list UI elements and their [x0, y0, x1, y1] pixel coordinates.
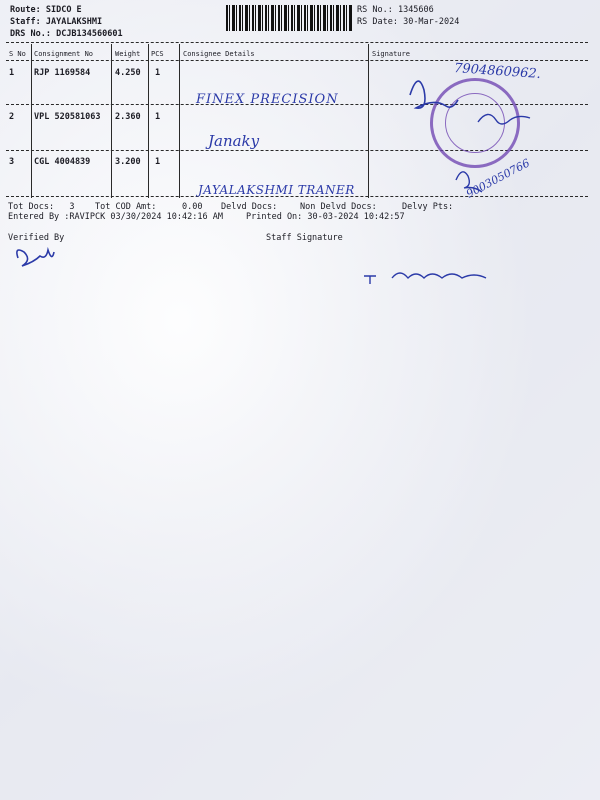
handwritten-consignee-1: FINEX PRECISION [196, 92, 339, 107]
entered-by: Entered By :RAVIPCK 03/30/2024 10:42:16 AM [8, 212, 223, 222]
row-sno: 2 [9, 112, 15, 122]
col-consignment: Consignment No [34, 50, 94, 58]
row-sno: 3 [9, 157, 15, 167]
delvd-docs: Delvd Docs: [221, 202, 278, 212]
printed-on: Printed On: 30-03-2024 10:42:57 [246, 212, 405, 222]
staff-signature-label: Staff Signature [266, 233, 343, 243]
row-weight: 3.200 [115, 157, 141, 167]
drs-line: DRS No.: DCJB134560601 [10, 29, 123, 39]
verified-signature [17, 250, 54, 266]
col-sno: S No [9, 50, 26, 58]
verified-by-label: Verified By [8, 233, 65, 243]
signature-row2 [478, 114, 530, 124]
tot-docs: Tot Docs: 3 [8, 202, 75, 212]
handwritten-consignee-3: JAYALAKSHMI TRANER [198, 183, 355, 197]
signature-row1 [410, 81, 458, 108]
staff-signature [364, 273, 486, 284]
handwritten-phone-top: 7904860962. [453, 60, 542, 83]
row-weight: 4.250 [115, 68, 141, 78]
staff-line: Staff: JAYALAKSHMI [10, 17, 103, 27]
delvy-pts: Delvy Pts: [402, 202, 454, 212]
row-sno: 1 [9, 68, 15, 78]
row-pcs: 1 [155, 68, 161, 78]
rs-no-line: RS No.: 1345606 [357, 5, 434, 15]
rs-date-line: RS Date: 30-Mar-2024 [357, 17, 460, 27]
row-consignment: CGL 4004839 [34, 157, 91, 167]
route-line: Route: SIDCO E [10, 5, 82, 15]
row-weight: 2.360 [115, 112, 141, 122]
col-pcs: PCS [151, 50, 164, 58]
handwritten-consignee-2: Janaky [208, 132, 260, 150]
row-consignment: VPL 520581063 [34, 112, 101, 122]
col-consignee: Consignee Details [183, 50, 255, 58]
signature-row3 [456, 172, 482, 192]
col-weight: Weight [115, 50, 141, 58]
row-pcs: 1 [155, 112, 161, 122]
row-consignment: RJP 1169584 [34, 68, 91, 78]
row-pcs: 1 [155, 157, 161, 167]
col-signature: Signature [372, 50, 410, 58]
tot-cod: Tot COD Amt: 0.00 [95, 202, 203, 212]
non-delvd-docs: Non Delvd Docs: [300, 202, 377, 212]
handwritten-phone-bottom: 9003050766 [464, 156, 532, 201]
